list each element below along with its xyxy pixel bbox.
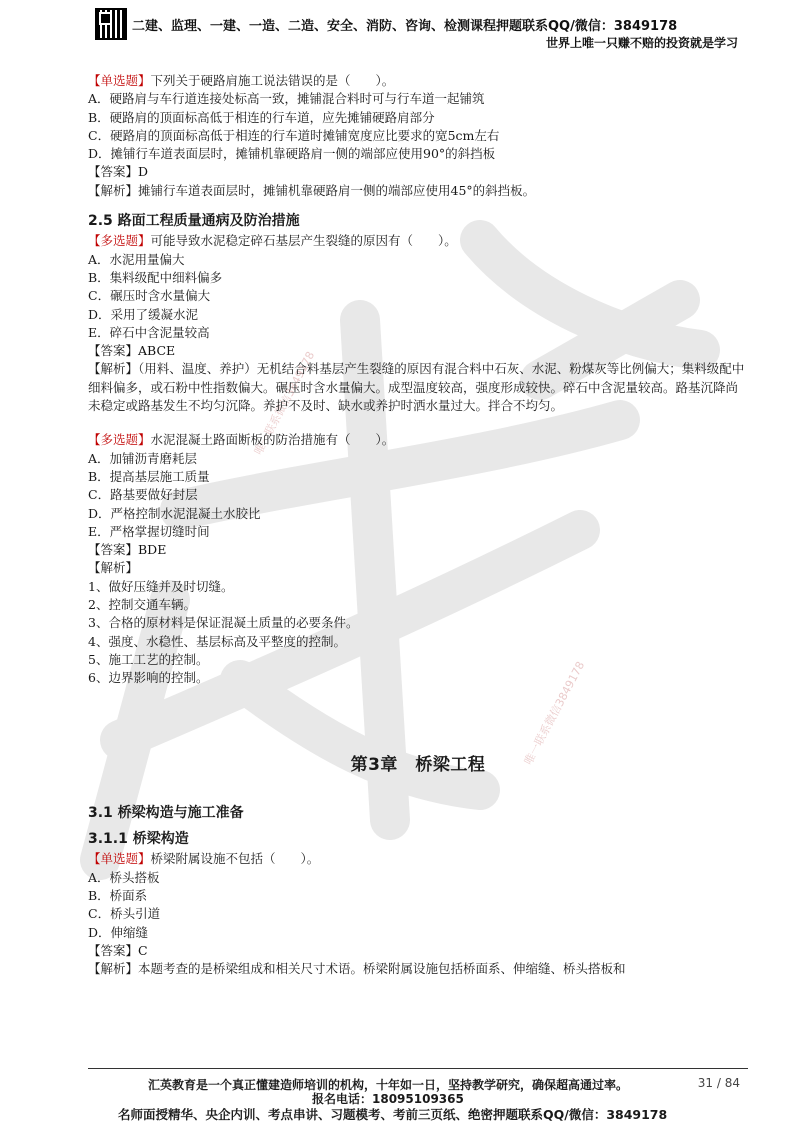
question-type-tag: 【单选题】 bbox=[88, 851, 151, 867]
watermark-stamp-right: 唯一联系微信3849178 bbox=[521, 659, 588, 768]
question-text: 水泥混凝土路面断板的防治措施有（ ）。 bbox=[150, 432, 395, 448]
header-contact-text: 二建、监理、一建、一造、二造、安全、消防、咨询、检测课程押题联系QQ/微信：3849178 bbox=[132, 19, 678, 34]
section-heading: 3.1 桥梁构造与施工准备 bbox=[88, 804, 244, 821]
analysis-item: 1、做好压缝并及时切缝。 bbox=[88, 578, 234, 594]
option: B．桥面系 bbox=[88, 887, 148, 903]
option: B．硬路肩的顶面标高低于相连的行车道，应先摊铺硬路肩部分 bbox=[88, 109, 435, 125]
option: D．摊铺行车道表面层时，摊铺机靠硬路肩一侧的端部应使用90°的斜挡板 bbox=[88, 146, 496, 162]
question-3-stem bbox=[88, 431, 748, 449]
question-1-stem bbox=[88, 72, 748, 90]
analysis-label: 【解析】 bbox=[88, 560, 139, 576]
option: C．碾压时含水量偏大 bbox=[88, 288, 211, 304]
option: C．硬路肩的顶面标高低于相连的行车道时摊铺宽度应比要求的宽5cm左右 bbox=[88, 127, 500, 143]
option: A．水泥用量偏大 bbox=[88, 251, 185, 267]
analysis-item: 2、控制交通车辆。 bbox=[88, 597, 196, 613]
question-4-stem bbox=[88, 850, 748, 868]
option: D．严格控制水泥混凝土水胶比 bbox=[88, 505, 261, 521]
option: A．硬路肩与车行道连接处标高一致，摊铺混合料时可与行车道一起铺筑 bbox=[88, 91, 485, 107]
qr-code-icon bbox=[95, 8, 127, 40]
option: E．严格掌握切缝时间 bbox=[88, 523, 210, 539]
option: A．桥头搭板 bbox=[88, 869, 160, 885]
analysis-item: 5、施工工艺的控制。 bbox=[88, 651, 209, 667]
question-text: 可能导致水泥稳定碎石基层产生裂缝的原因有（ ）。 bbox=[150, 233, 457, 249]
question-2-stem bbox=[88, 232, 748, 250]
analysis: 【解析】本题考查的是桥梁组成和相关尺寸术语。桥梁附属设施包括桥面系、伸缩缝、桥头搭板和 bbox=[88, 961, 626, 977]
question-type-tag: 【多选题】 bbox=[88, 432, 151, 448]
footer-divider bbox=[88, 1068, 748, 1069]
document-body bbox=[88, 72, 748, 978]
answer: 【答案】ABCE bbox=[88, 343, 176, 359]
option: B．集料级配中细料偏多 bbox=[88, 269, 223, 285]
question-type-tag: 【单选题】 bbox=[88, 73, 151, 88]
chapter-title: 第3章 桥梁工程 bbox=[350, 754, 486, 775]
analysis: 【解析】摊铺行车道表面层时，摊铺机靠硬路肩一侧的端部应使用45°的斜挡板。 bbox=[88, 182, 536, 198]
option: D．采用了缓凝水泥 bbox=[88, 306, 199, 322]
page-number: 31 / 84 bbox=[697, 1076, 740, 1090]
question-type-tag: 【多选题】 bbox=[88, 233, 151, 249]
page-footer bbox=[0, 1068, 800, 1132]
footer-slogan: 汇英教育是一个真正懂建造师培训的机构，十年如一日，坚持教学研究，确保超高通过率。 bbox=[148, 1078, 629, 1092]
footer-phone: 报名电话：18095109365 bbox=[312, 1092, 464, 1106]
answer: 【答案】C bbox=[88, 942, 148, 958]
analysis: 【解析】（用料、温度、养护）无机结合料基层产生裂缝的原因有混合料中石灰、水泥、粉煤灰等比例偏大；集料级配中细料偏多，或石粉中性指数偏大。碾压时含水量偏大。成型温度较高，强度形成较快。碎石中含泥量较高。路基沉降尚未稳定或路基发生不均匀沉降。养护不及时、缺水或养护时洒水量过大。拌合不均匀。 bbox=[88, 361, 745, 414]
option: E．碎石中含泥量较高 bbox=[88, 324, 210, 340]
option: C．桥头引道 bbox=[88, 906, 161, 922]
option: C．路基要做好封层 bbox=[88, 487, 198, 503]
header-slogan: 世界上唯一只赚不赔的投资就是学习 bbox=[545, 36, 738, 50]
option: D．伸缩缝 bbox=[88, 924, 149, 940]
answer: 【答案】BDE bbox=[88, 542, 167, 558]
section-heading: 2.5 路面工程质量通病及防治措施 bbox=[88, 213, 300, 230]
footer-contact: 名师面授精华、央企内训、考点串讲、习题模考、考前三页纸、绝密押题联系QQ/微信：3849178 bbox=[118, 1107, 668, 1122]
analysis-item: 3、合格的原材料是保证混凝土质量的必要条件。 bbox=[88, 615, 359, 631]
question-text: 下列关于硬路肩施工说法错误的是（ ）。 bbox=[150, 73, 395, 88]
answer: 【答案】D bbox=[88, 164, 149, 180]
question-text: 桥梁附属设施不包括（ ）。 bbox=[150, 851, 320, 867]
analysis-item: 4、强度、水稳性、基层标高及平整度的控制。 bbox=[88, 633, 346, 649]
option: B．提高基层施工质量 bbox=[88, 468, 210, 484]
subsection-heading: 3.1.1 桥梁构造 bbox=[88, 831, 189, 848]
option: A．加铺沥青磨耗层 bbox=[88, 450, 198, 466]
watermark-stamp-mid: 唯一联系微信3849178 bbox=[251, 349, 318, 458]
page-header bbox=[0, 0, 800, 70]
analysis-item: 6、边界影响的控制。 bbox=[88, 670, 209, 686]
